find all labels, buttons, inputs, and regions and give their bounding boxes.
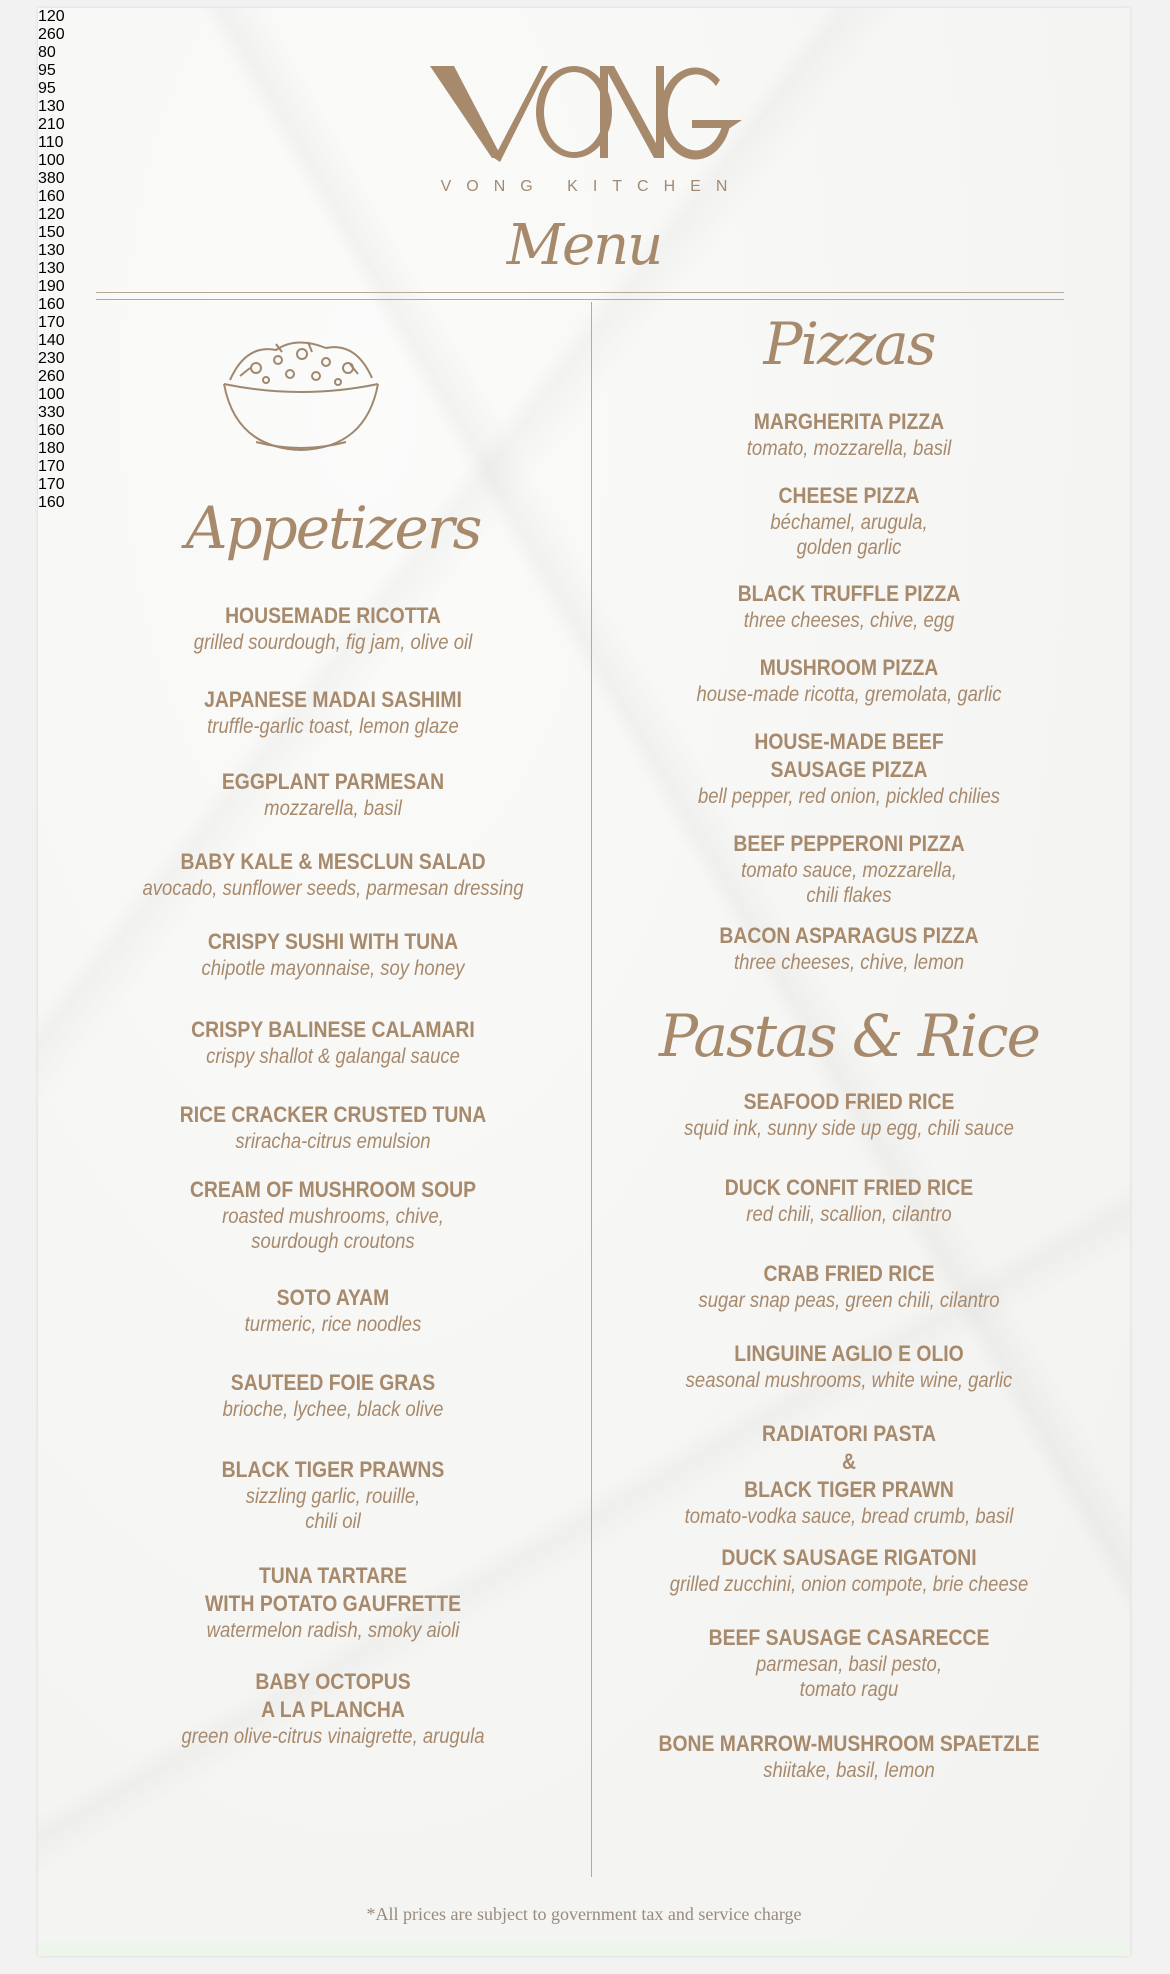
salad-bowl-icon: [216, 330, 386, 454]
menu-item-name: BABY KALE & MESCLUN SALAD: [180, 849, 486, 874]
menu-item-name: CRISPY BALINESE CALAMARI: [191, 1017, 475, 1042]
menu-item-name: CRAB FRIED RICE: [763, 1261, 935, 1286]
menu-item: [88, 848, 578, 901]
menu-item: [604, 1544, 1094, 1597]
menu-item-price: 190: [38, 278, 65, 295]
menu-item-name: BACON ASPARAGUS PIZZA: [719, 923, 979, 948]
menu-item: [604, 482, 1094, 560]
menu-item-price: 170: [38, 458, 65, 475]
menu-item: [88, 768, 578, 821]
menu-item-description: shiitake, basil, lemon: [763, 1759, 935, 1782]
menu-item: [604, 1420, 1094, 1529]
menu-item-description: roasted mushrooms, chive, sourdough croutons: [222, 1205, 444, 1253]
menu-item: [88, 1101, 578, 1154]
divider-top: [96, 292, 1064, 293]
menu-item-name: CRISPY SUSHI WITH TUNA: [207, 929, 459, 954]
menu-item-description: three cheeses, chive, lemon: [733, 951, 965, 974]
menu-item: [604, 654, 1094, 707]
menu-item-description: squid ink, sunny side up egg, chili sauce: [684, 1117, 1014, 1140]
menu-item: [88, 1016, 578, 1069]
menu-item-price: 100: [38, 386, 65, 403]
menu-item-description: tomato sauce, mozzarella, chili flakes: [741, 859, 957, 907]
menu-item: [88, 602, 578, 655]
menu-item-description: truffle-garlic toast, lemon glaze: [207, 715, 459, 738]
menu-item-name: RADIATORI PASTA & BLACK TIGER PRAWN: [744, 1421, 954, 1502]
menu-item-description: tomato-vodka sauce, bread crumb, basil: [684, 1505, 1014, 1528]
menu-item: [604, 1174, 1094, 1227]
menu-item-price: 210: [38, 116, 65, 133]
menu-item-name: HOUSE-MADE BEEF SAUSAGE PIZZA: [754, 729, 944, 782]
menu-item-name: BEEF PEPPERONI PIZZA: [733, 831, 965, 856]
menu-item-description: brioche, lychee, black olive: [222, 1398, 444, 1421]
menu-item-price: 130: [38, 98, 65, 115]
menu-title: Menu: [506, 213, 662, 278]
vong-logo-icon: [424, 54, 744, 172]
menu-item-price: 180: [38, 440, 65, 457]
menu-item: [88, 1562, 578, 1643]
pizzas-title: Pizzas: [763, 310, 935, 378]
menu-item: [604, 922, 1094, 975]
menu-card: [38, 8, 1130, 1956]
menu-item-price: 160: [38, 296, 65, 313]
menu-item-price: 120: [38, 8, 65, 25]
menu-item-name: DUCK SAUSAGE RIGATONI: [721, 1545, 977, 1570]
menu-item-price: 110: [38, 134, 64, 151]
menu-item-description: avocado, sunflower seeds, parmesan dressing: [142, 877, 524, 900]
menu-item-price: 170: [38, 314, 65, 331]
menu-item-description: chipotle mayonnaise, soy honey: [201, 957, 465, 980]
menu-item-price: 260: [38, 26, 65, 43]
menu-item-price: 260: [38, 368, 65, 385]
menu-item-price: 140: [38, 332, 65, 349]
menu-item-description: house-made ricotta, gremolata, garlic: [696, 683, 1002, 706]
menu-item: [604, 580, 1094, 633]
menu-item-description: crispy shallot & galangal sauce: [206, 1045, 460, 1068]
menu-item-price: 230: [38, 350, 65, 367]
menu-item-description: béchamel, arugula, golden garlic: [770, 511, 928, 559]
menu-item-description: parmesan, basil pesto, tomato ragu: [756, 1653, 942, 1701]
column-divider: [591, 302, 592, 1877]
menu-item-price: 150: [38, 224, 65, 241]
menu-item-name: CREAM OF MUSHROOM SOUP: [189, 1177, 477, 1202]
menu-item-price: 330: [38, 404, 65, 421]
menu-item: [604, 1730, 1094, 1783]
menu-item: [88, 1284, 578, 1337]
menu-item-price: 160: [38, 494, 65, 511]
menu-item-name: MARGHERITA PIZZA: [753, 409, 945, 434]
menu-item-name: BONE MARROW-MUSHROOM SPAETZLE: [658, 1731, 1040, 1756]
menu-item-description: bell pepper, red onion, pickled chilies: [697, 785, 1001, 808]
menu-item-name: DUCK CONFIT FRIED RICE: [724, 1175, 974, 1200]
menu-item-name: JAPANESE MADAI SASHIMI: [204, 687, 462, 712]
menu-item-description: mozzarella, basil: [264, 797, 402, 820]
menu-item-name: CHEESE PIZZA: [778, 483, 920, 508]
menu-item-description: three cheeses, chive, egg: [743, 609, 955, 632]
menu-item-description: tomato, mozzarella, basil: [746, 437, 952, 460]
menu-item-name: EGGPLANT PARMESAN: [221, 769, 445, 794]
pastas-rice-title: Pastas & Rice: [659, 1002, 1039, 1070]
menu-item-name: SAUTEED FOIE GRAS: [230, 1370, 436, 1395]
appetizers-title: Appetizers: [185, 494, 481, 562]
menu-item-description: sizzling garlic, rouille, chili oil: [245, 1485, 421, 1533]
menu-item-name: SEAFOOD FRIED RICE: [743, 1089, 955, 1114]
menu-item-description: sriracha-citrus emulsion: [235, 1130, 431, 1153]
menu-item-name: RICE CRACKER CRUSTED TUNA: [179, 1102, 487, 1127]
menu-item-price: 130: [38, 260, 65, 277]
menu-item: [88, 686, 578, 739]
menu-item-name: MUSHROOM PIZZA: [759, 655, 939, 680]
menu-item-description: grilled sourdough, fig jam, olive oil: [193, 631, 473, 654]
menu-item-name: BLACK TRUFFLE PIZZA: [737, 581, 961, 606]
divider-top-inner: [96, 299, 1064, 300]
menu-item: [88, 1668, 578, 1749]
menu-item-name: HOUSEMADE RICOTTA: [225, 603, 441, 628]
menu-item: [604, 1624, 1094, 1702]
menu-item-name: LINGUINE AGLIO E OLIO: [734, 1341, 964, 1366]
menu-item: [604, 1088, 1094, 1141]
menu-item-price: 160: [38, 188, 65, 205]
menu-item-description: red chili, scallion, cilantro: [746, 1203, 952, 1226]
menu-item-description: sugar snap peas, green chili, cilantro: [698, 1289, 1000, 1312]
menu-item-price: 120: [38, 206, 65, 223]
menu-item-name: BLACK TIGER PRAWNS: [221, 1457, 445, 1482]
menu-item: [604, 830, 1094, 908]
menu-item-price: 380: [38, 170, 65, 187]
menu-item: [88, 1176, 578, 1254]
tax-footnote: *All prices are subject to government tax and service charge: [366, 1904, 802, 1924]
menu-item-price: 160: [38, 422, 65, 439]
brand-subtitle: VONG KITCHEN: [440, 178, 743, 195]
menu-item: [604, 1340, 1094, 1393]
menu-item-price: 130: [38, 242, 65, 259]
menu-item-description: watermelon radish, smoky aioli: [206, 1619, 460, 1642]
menu-item: [604, 728, 1094, 809]
menu-item-name: BABY OCTOPUS A LA PLANCHA: [255, 1669, 411, 1722]
menu-item-price: 100: [38, 152, 65, 169]
menu-item-price: 170: [38, 476, 65, 493]
menu-item-price: 95: [38, 80, 56, 97]
menu-item: [88, 928, 578, 981]
menu-item-price: 80: [38, 44, 56, 61]
menu-item: [604, 1260, 1094, 1313]
menu-item-description: seasonal mushrooms, white wine, garlic: [685, 1369, 1013, 1392]
brand-logo: [38, 54, 1130, 174]
menu-item-description: green olive-citrus vinaigrette, arugula: [181, 1725, 485, 1748]
menu-item: [88, 1456, 578, 1534]
menu-item: [88, 1369, 578, 1422]
menu-item-name: BEEF SAUSAGE CASARECCE: [708, 1625, 990, 1650]
menu-item-price: 95: [38, 62, 56, 79]
menu-item-description: grilled zucchini, onion compote, brie cheese: [669, 1573, 1029, 1596]
menu-item-name: TUNA TARTARE WITH POTATO GAUFRETTE: [205, 1563, 461, 1616]
menu-item-name: SOTO AYAM: [276, 1285, 390, 1310]
menu-item: [604, 408, 1094, 461]
menu-item-description: turmeric, rice noodles: [244, 1313, 422, 1336]
